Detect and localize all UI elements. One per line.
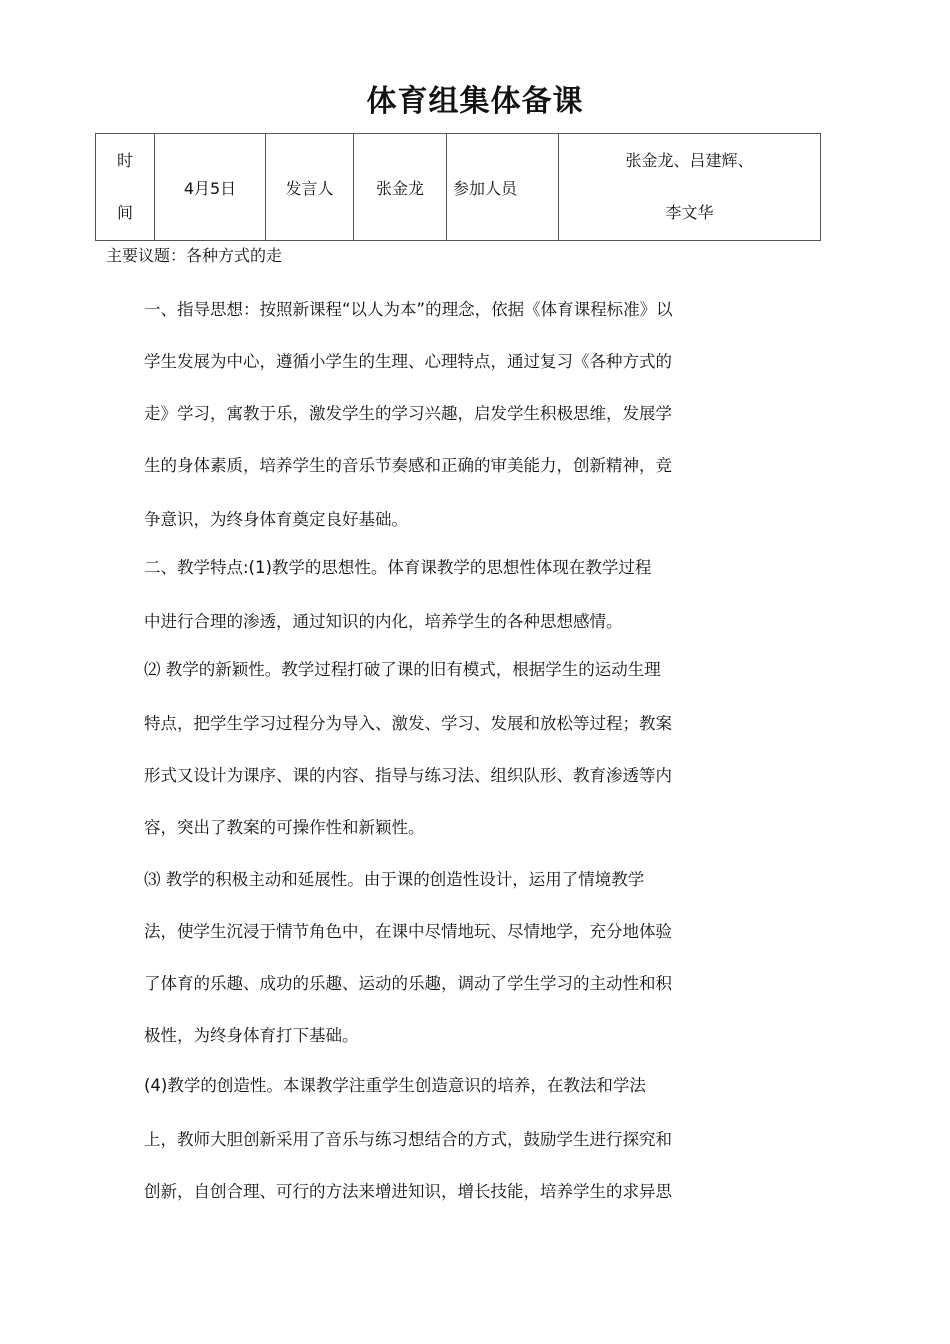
body-line: 特点，把学生学习过程分为导入、激发、学习、发展和放松等过程；教案 (144, 714, 672, 733)
body-line: 了体育的乐趣、成功的乐趣、运动的乐趣，调动了学生学习的主动性和积 (144, 974, 672, 993)
meeting-info-table (95, 133, 821, 241)
body-line: 中进行合理的渗透，通过知识的内化，培养学生的各种思想感情。 (144, 612, 623, 631)
body-line: 上，教师大胆创新采用了音乐与练习想结合的方式，鼓励学生进行探究和 (144, 1130, 672, 1149)
date-cell: 4月5日 (155, 134, 266, 241)
body-line: 形式又设计为课序、课的内容、指导与练习法、组织队形、教育渗透等内 (144, 766, 672, 785)
body-line: 极性，为终身体育打下基础。 (144, 1026, 359, 1045)
body-line: 争意识，为终身体育奠定良好基础。 (144, 510, 408, 529)
document-title: 体育组集体备课 (366, 84, 584, 119)
attendees-line-2: 李文华 (665, 203, 714, 222)
body-line: 走》学习，寓教于乐，激发学生的学习兴趣，启发学生积极思维，发展学 (144, 404, 672, 423)
attendees-cell (559, 134, 821, 241)
body-line: ⑵ 教学的新颖性。教学过程打破了课的旧有模式，根据学生的运动生理 (144, 660, 661, 679)
body-line: 一、指导思想：按照新课程“以人为本”的理念，依据《体育课程标准》以 (144, 300, 673, 319)
speaker-cell: 张金龙 (354, 134, 447, 241)
body-line: ⑶ 教学的积极主动和延展性。由于课的创造性设计，运用了情境教学 (144, 870, 645, 889)
speaker-label-cell: 发言人 (266, 134, 354, 241)
body-line: 容，突出了教案的可操作性和新颖性。 (144, 818, 425, 837)
main-subject: 主要议题：各种方式的走 (106, 246, 283, 265)
body-line: (4)教学的创造性。本课教学注重学生创造意识的培养，在教法和学法 (144, 1076, 646, 1095)
attendees-label-cell: 参加人员 (447, 134, 559, 241)
attendees-line-1: 张金龙、吕建辉、 (625, 151, 754, 170)
body-line: 学生发展为中心，遵循小学生的生理、心理特点，通过复习《各种方式的 (144, 352, 672, 371)
body-line: 法，使学生沉浸于情节角色中，在课中尽情地玩、尽情地学，充分地体验 (144, 922, 672, 941)
time-label-cell (96, 134, 155, 241)
time-label-1: 时 (116, 151, 133, 170)
time-label-2: 间 (116, 203, 133, 222)
body-line: 生的身体素质，培养学生的音乐节奏感和正确的审美能力，创新精神，竞 (144, 456, 672, 475)
body-line: 创新，自创合理、可行的方法来增进知识，增长技能，培养学生的求异思 (144, 1182, 672, 1201)
body-line: 二、教学特点:(1)教学的思想性。体育课教学的思想性体现在教学过程 (144, 558, 652, 577)
